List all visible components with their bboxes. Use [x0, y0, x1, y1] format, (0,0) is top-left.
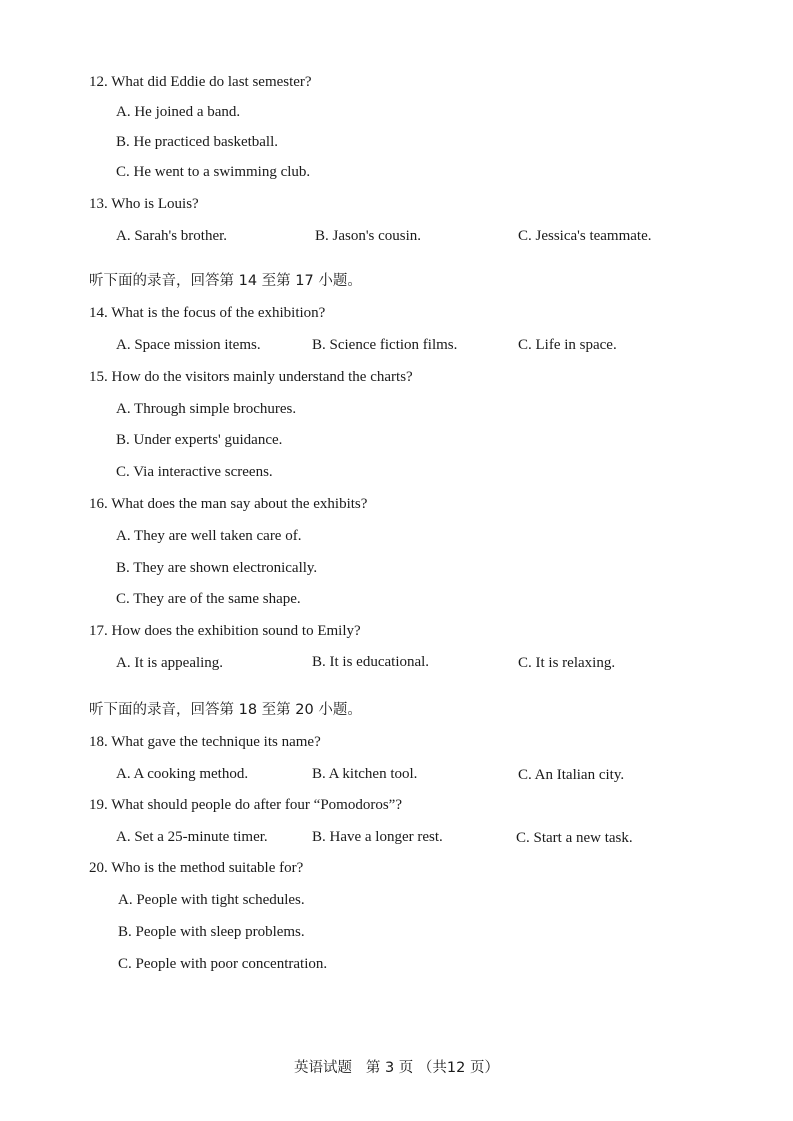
question-17-option-b: B. It is educational.: [312, 654, 430, 670]
question-20-stem: 20. Who is the method suitable for?: [89, 860, 304, 876]
question-19-option-a: A. Set a 25-minute timer.: [116, 829, 268, 845]
question-14-option-a: A. Space mission items.: [116, 337, 261, 353]
footer-total-pages: （共12 页）: [417, 1060, 499, 1076]
question-18-stem: 18. What gave the technique its name?: [89, 734, 321, 750]
question-13-option-a: A. Sarah's brother.: [116, 228, 228, 244]
question-17-option-a: A. It is appealing.: [116, 655, 224, 671]
question-18-option-b: B. A kitchen tool.: [312, 766, 418, 782]
footer-page-number: 第 3 页: [365, 1060, 414, 1076]
footer-subject: 英语试题: [294, 1060, 353, 1076]
question-16-stem: 16. What does the man say about the exhibits?: [89, 496, 368, 512]
question-14-option-c: C. Life in space.: [518, 337, 617, 353]
section-heading-18-20: 听下面的录音，回答第 18 至第 20 小题。: [89, 702, 362, 718]
question-16-option-b: B. They are shown electronically.: [116, 560, 318, 576]
question-13-option-b: B. Jason's cousin.: [315, 228, 422, 244]
question-12-option-c: C. He went to a swimming club.: [116, 164, 311, 180]
question-20-option-a: A. People with tight schedules.: [118, 892, 305, 908]
question-17-stem: 17. How does the exhibition sound to Emily?: [89, 623, 361, 639]
question-18-option-a: A. A cooking method.: [116, 766, 249, 782]
question-15-option-a: A. Through simple brochures.: [116, 401, 297, 417]
section-heading-14-17: 听下面的录音，回答第 14 至第 17 小题。: [89, 273, 362, 289]
question-15-option-b: B. Under experts' guidance.: [116, 432, 283, 448]
question-14-stem: 14. What is the focus of the exhibition?: [89, 305, 326, 321]
page-footer: [0, 1058, 793, 1078]
question-20-option-c: C. People with poor concentration.: [118, 956, 328, 972]
question-15-option-c: C. Via interactive screens.: [116, 464, 273, 480]
question-20-option-b: B. People with sleep problems.: [118, 924, 305, 940]
question-19-option-c: C. Start a new task.: [516, 830, 633, 846]
question-12-option-a: A. He joined a band.: [116, 104, 241, 120]
question-15-stem: 15. How do the visitors mainly understand the charts?: [89, 369, 413, 385]
question-19-option-b: B. Have a longer rest.: [312, 829, 443, 845]
question-12-stem: 12. What did Eddie do last semester?: [89, 74, 312, 90]
question-12-option-b: B. He practiced basketball.: [116, 134, 279, 150]
question-16-option-a: A. They are well taken care of.: [116, 528, 302, 544]
question-13-stem: 13. Who is Louis?: [89, 196, 199, 212]
question-17-option-c: C. It is relaxing.: [518, 655, 616, 671]
question-18-option-c: C. An Italian city.: [518, 767, 625, 783]
question-19-stem: 19. What should people do after four “Pomodoros”?: [89, 797, 402, 813]
question-14-option-b: B. Science fiction films.: [312, 337, 458, 353]
question-16-option-c: C. They are of the same shape.: [116, 591, 301, 607]
question-13-option-c: C. Jessica's teammate.: [518, 228, 652, 244]
